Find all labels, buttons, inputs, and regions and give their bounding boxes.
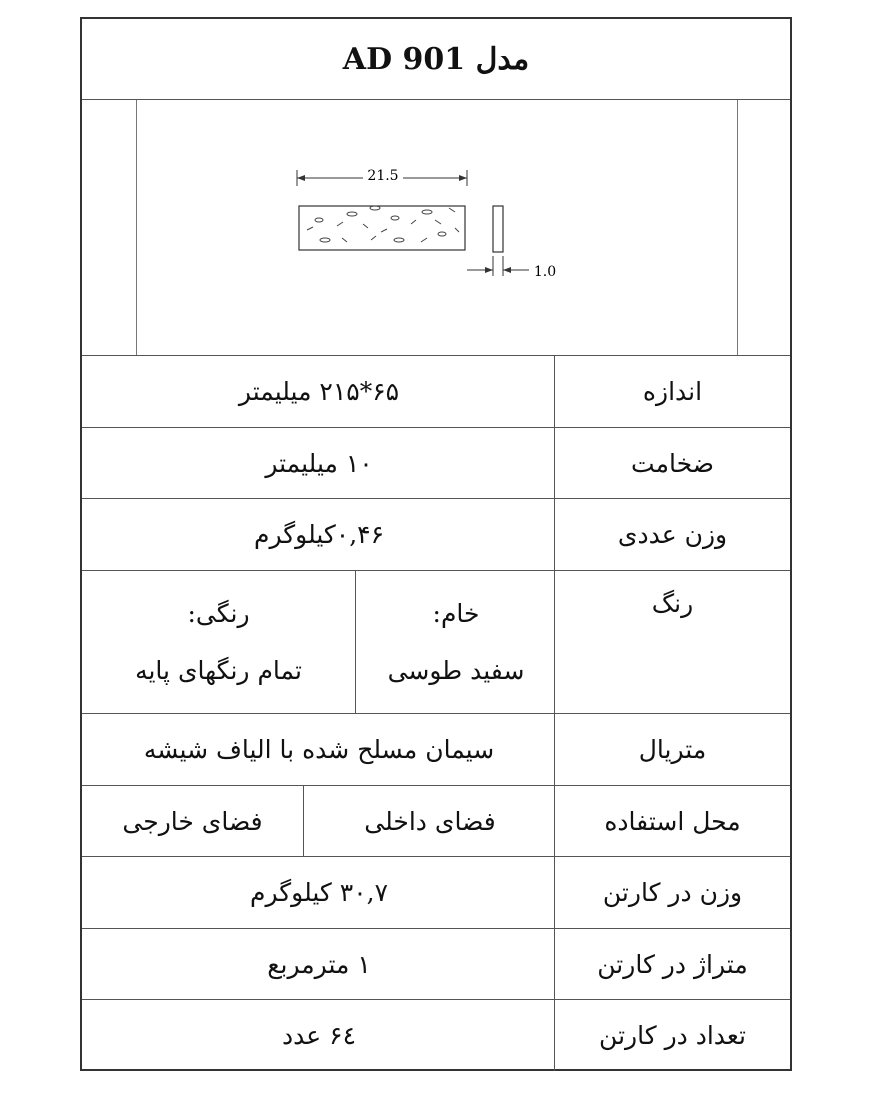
color-colored-heading: رنگی: xyxy=(187,599,250,628)
thickness-row xyxy=(82,428,790,499)
usage-outdoor: فضای خارجی xyxy=(82,786,304,856)
color-raw-value: سفید طوسی xyxy=(387,656,525,685)
arrow-right-icon xyxy=(459,175,467,181)
spec-sheet xyxy=(80,17,792,1071)
carton-area-label: متراژ در کارتن xyxy=(554,929,790,999)
carton-area-row xyxy=(82,929,790,1000)
unit-weight-value: ۰,۴۶کیلوگرم xyxy=(253,520,385,549)
carton-count-label: تعداد در کارتن xyxy=(554,1000,790,1071)
material-label: متریال xyxy=(554,714,790,785)
technical-drawing xyxy=(136,100,738,355)
carton-weight-value: ۳۰,۷ کیلوگرم xyxy=(250,878,388,907)
carton-count-value: ۶٤ عدد xyxy=(282,1021,356,1050)
brick-face xyxy=(299,206,465,250)
size-label: اندازه xyxy=(554,356,790,427)
thickness-dimension-label: 1.0 xyxy=(533,264,557,280)
thickness-label: ضخامت xyxy=(554,428,790,498)
color-colored-cell xyxy=(82,571,356,713)
brick-drawing-svg xyxy=(137,100,737,354)
size-value: ۶۵*۲۱۵ میلیمتر xyxy=(238,377,400,406)
usage-row xyxy=(82,786,790,857)
unit-weight-label: وزن عددی xyxy=(554,499,790,570)
brick-side-view xyxy=(493,206,503,252)
drawing-row xyxy=(82,100,790,356)
material-row xyxy=(82,714,790,786)
material-value: سیمان مسلح شده با الیاف شیشه xyxy=(143,735,495,764)
usage-indoor: فضای داخلی xyxy=(364,806,496,836)
title-row xyxy=(82,19,790,100)
model-title: مدل AD 901 xyxy=(342,41,530,77)
thickness-value: ۱۰ میلیمتر xyxy=(265,448,373,478)
size-row xyxy=(82,356,790,428)
carton-area-value: ۱ مترمربع xyxy=(267,949,371,979)
carton-count-row xyxy=(82,1000,790,1071)
usage-label: محل استفاده xyxy=(554,786,790,856)
arrow-right-icon xyxy=(485,267,493,273)
color-raw-cell xyxy=(356,571,556,713)
arrow-left-icon xyxy=(297,175,305,181)
color-row xyxy=(82,571,790,714)
carton-weight-row xyxy=(82,857,790,929)
color-colored-value: تمام رنگهای پایه xyxy=(135,656,302,685)
length-dimension-label: 21.5 xyxy=(367,168,399,184)
carton-weight-label: وزن در کارتن xyxy=(554,857,790,928)
color-raw-heading: خام: xyxy=(432,599,480,628)
arrow-left-icon xyxy=(503,267,511,273)
color-label: رنگ xyxy=(554,571,790,713)
unit-weight-row xyxy=(82,499,790,571)
